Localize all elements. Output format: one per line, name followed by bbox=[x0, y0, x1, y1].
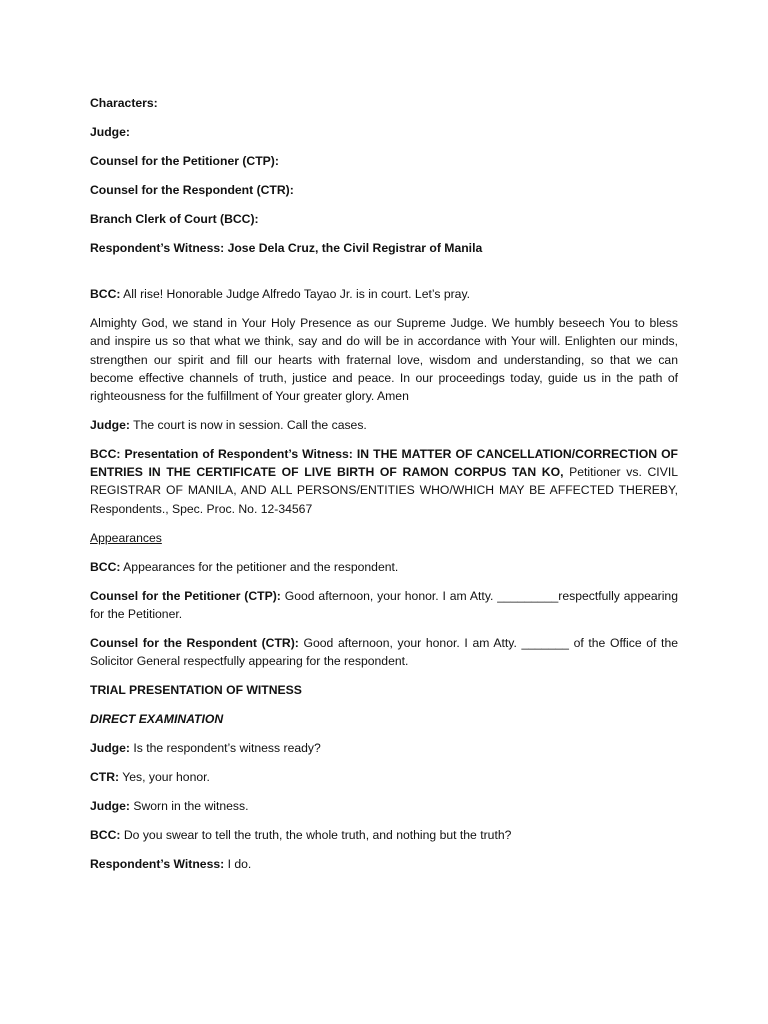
character-ctr: Counsel for the Respondent (CTR): bbox=[90, 183, 294, 197]
speaker-label: Judge: bbox=[90, 799, 130, 814]
bcc-appearances bbox=[90, 558, 678, 576]
witness-i-do bbox=[90, 855, 678, 873]
case-title-bold: Presentation of Respondent’s Witness: IN THE MATTER OF CANCELLATION/CORRECTION OF ENTRIES IN THE CERTIFICATE OF LIVE BIRTH OF RAMON CORPUS TAN KO, bbox=[90, 447, 678, 480]
dialogue-text: I do. bbox=[224, 857, 252, 872]
direct-examination-heading: DIRECT EXAMINATION bbox=[90, 712, 224, 727]
dialogue-text: The court is now in session. Call the cases. bbox=[129, 418, 367, 433]
bcc-oath bbox=[90, 826, 678, 844]
dialogue-text: Yes, your honor. bbox=[119, 770, 210, 785]
speaker-label: Judge: bbox=[90, 741, 130, 756]
case-title-text: Petitioner vs. CIVIL REGISTRAR OF MANILA, AND ALL PERSONS/ENTITIES WHO/WHICH MAY BE AFFECTED THEREBY, Respondents., Spec. Proc. No. 12-34567 bbox=[90, 465, 678, 516]
speaker-label: Counsel for the Respondent (CTR): bbox=[90, 635, 299, 650]
ctp-appearance bbox=[90, 587, 678, 623]
speaker-label: Counsel for the Petitioner (CTP): bbox=[90, 588, 281, 603]
ctr-appearance bbox=[90, 634, 678, 670]
judge-session bbox=[90, 416, 678, 434]
bcc-all-rise bbox=[90, 285, 678, 303]
bcc-case-title bbox=[90, 445, 678, 518]
dialogue-text: All rise! Honorable Judge Alfredo Tayao Jr. is in court. Let’s pray. bbox=[120, 287, 471, 302]
characters-heading: Characters: bbox=[90, 96, 158, 110]
character-witness: Respondent’s Witness: Jose Dela Cruz, the Civil Registrar of Manila bbox=[90, 241, 483, 255]
judge-sworn bbox=[90, 797, 678, 815]
dialogue-text: Good afternoon, your honor. I am Atty. _______ of the Office of the Solicitor General respectfully appearing for the respondent. bbox=[90, 635, 679, 669]
character-ctp: Counsel for the Petitioner (CTP): bbox=[90, 154, 279, 168]
speaker-label: Respondent’s Witness: bbox=[90, 857, 225, 872]
ctr-yes bbox=[90, 768, 678, 786]
dialogue-text: Good afternoon, your honor. I am Atty. _________respectfully appearing for the Petitioner. bbox=[90, 588, 678, 621]
appearances-heading: Appearances bbox=[90, 530, 162, 545]
dialogue-text: Sworn in the witness. bbox=[129, 799, 249, 814]
dialogue-text: Do you swear to tell the truth, the whole truth, and nothing but the truth? bbox=[120, 828, 512, 843]
speaker-label: Judge: bbox=[90, 418, 130, 433]
trial-heading: TRIAL PRESENTATION OF WITNESS bbox=[90, 683, 302, 698]
speaker-label: BCC: bbox=[90, 287, 121, 302]
dialogue-text: Appearances for the petitioner and the respondent. bbox=[120, 559, 399, 574]
judge-witness-ready bbox=[90, 739, 678, 757]
character-bcc: Branch Clerk of Court (BCC): bbox=[90, 212, 259, 226]
speaker-label: CTR: bbox=[90, 770, 120, 785]
speaker-label: BCC: bbox=[90, 828, 121, 843]
speaker-label: BCC: bbox=[90, 559, 121, 574]
speaker-label: BCC: bbox=[90, 447, 121, 462]
character-judge: Judge: bbox=[90, 125, 130, 139]
prayer-paragraph: Almighty God, we stand in Your Holy Presence as our Supreme Judge. We humbly beseech You to bless and inspire us so that what we think, say and do will be in accordance with Your will. Enlighten our minds, strengthen our spirit and fill our hearts with fraternal love, wisdom and understanding, so that we can become effective channels of truth, justice and peace. In our proceedings today, guide us in the path of righteousness for the fulfillment of Your greater glory. Amen bbox=[90, 316, 678, 404]
dialogue-text: Is the respondent’s witness ready? bbox=[129, 741, 321, 756]
